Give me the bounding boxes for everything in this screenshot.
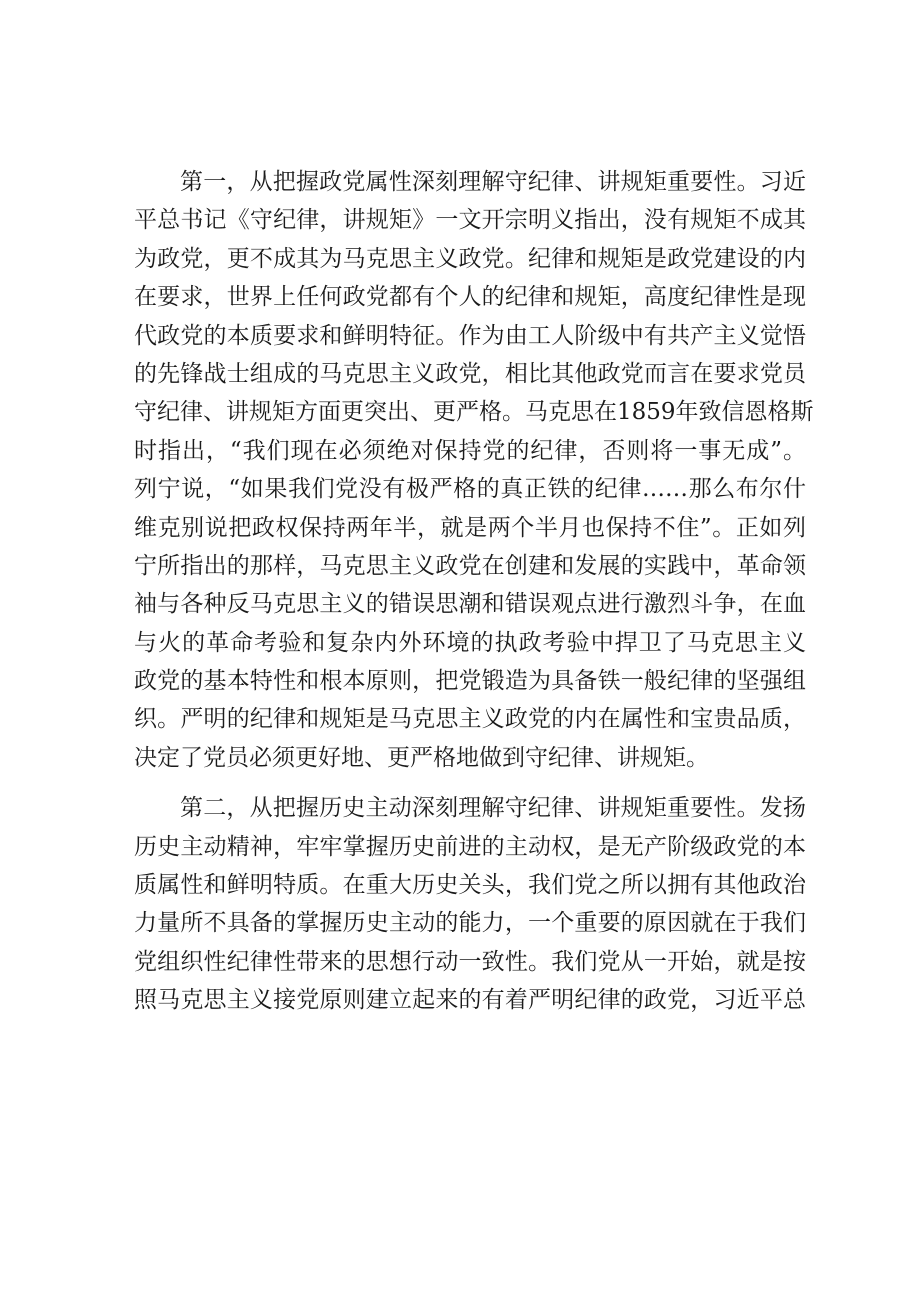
text-line: 平总书记《守纪律，讲规矩》一文开宗明义指出，没有规矩不成其 bbox=[134, 207, 806, 234]
text-line: 代政党的本质要求和鲜明特征。作为由工人阶级中有共产主义觉悟 bbox=[134, 322, 806, 349]
text-line: 织。严明的纪律和规矩是马克思主义政党的内在属性和宝贵品质， bbox=[134, 706, 806, 733]
text-line: 党组织性纪律性带来的思想行动一致性。我们党从一开始，就是按 bbox=[134, 948, 806, 975]
text-line: 的先锋战士组成的马克思主义政党，相比其他政党而言在要求党员 bbox=[134, 360, 806, 387]
text-line: 列宁说，“如果我们党没有极严格的真正铁的纪律……那么布尔什 bbox=[134, 476, 806, 503]
text-line: 宁所指出的那样，马克思主义政党在创建和发展的实践中，革命领 bbox=[134, 552, 806, 579]
text-line: 质属性和鲜明特质。在重大历史关头，我们党之所以拥有其他政治 bbox=[134, 872, 806, 899]
text-line: 第一，从把握政党属性深刻理解守纪律、讲规矩重要性。习近 bbox=[180, 169, 806, 195]
text-line: 力量所不具备的掌握历史主动的能力，一个重要的原因就在于我们 bbox=[134, 910, 806, 937]
paragraph-1 bbox=[134, 163, 814, 777]
text-line: 维克别说把政权保持两年半，就是两个半月也保持不住”。正如列 bbox=[134, 514, 806, 541]
text-line: 守纪律、讲规矩方面更突出、更严格。马克思在1859年致信恩格斯 bbox=[134, 399, 814, 426]
text-line: 第二，从把握历史主动深刻理解守纪律、讲规矩重要性。发扬 bbox=[180, 795, 806, 822]
text-line: 为政党，更不成其为马克思主义政党。纪律和规矩是政党建设的内 bbox=[134, 245, 806, 272]
paragraph-2 bbox=[134, 789, 806, 1019]
text-line: 决定了党员必须更好地、更严格地做到守纪律、讲规矩。 bbox=[134, 744, 709, 771]
text-line: 政党的基本特性和根本原则，把党锻造为具备铁一般纪律的坚强组 bbox=[134, 668, 806, 695]
text-line: 历史主动精神，牢牢掌握历史前进的主动权，是无产阶级政党的本 bbox=[134, 833, 806, 860]
text-line: 时指出，“我们现在必须绝对保持党的纪律，否则将一事无成”。 bbox=[134, 437, 806, 464]
text-line: 与火的革命考验和复杂内外环境的执政考验中捍卫了马克思主义 bbox=[134, 629, 806, 656]
text-line: 照马克思主义接党原则建立起来的有着严明纪律的政党，习近平总 bbox=[134, 987, 806, 1014]
text-line: 在要求，世界上任何政党都有个人的纪律和规矩，高度纪律性是现 bbox=[134, 284, 806, 311]
document-body bbox=[134, 163, 814, 1032]
text-line: 袖与各种反马克思主义的错误思潮和错误观点进行激烈斗争，在血 bbox=[134, 591, 806, 618]
